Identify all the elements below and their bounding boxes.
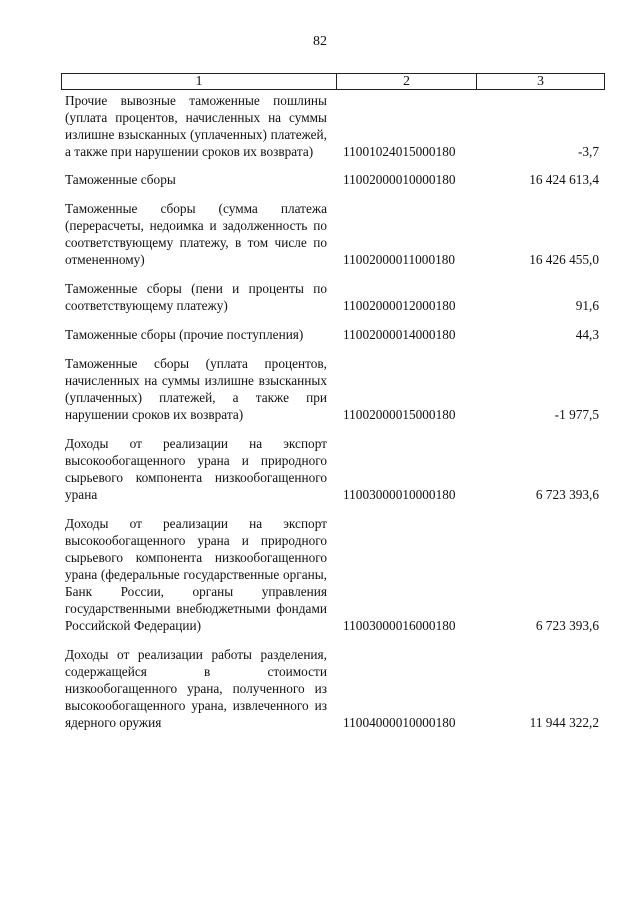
row-code: 11002000011000180 — [343, 252, 456, 267]
row-name: Прочие вывозные таможенные пошлины (уплата процентов, начисленных на суммы излишне взысканных (уплаченных) платежей, а также при нарушении сроков их возврата) — [65, 93, 327, 159]
row-value: -3,7 — [577, 144, 599, 159]
table-row — [0, 200, 640, 268]
row-code: 11002000014000180 — [343, 327, 456, 342]
row-value: 16 424 613,4 — [529, 172, 599, 187]
row-code: 11001024015000180 — [343, 144, 456, 159]
row-name: Доходы от реализации работы разделения, содержащейся в стоимости низкообогащенного урана, полученного из высокообогащенного урана, извлеченного из ядерного оружия — [65, 647, 327, 730]
column-header-3: 3 — [537, 74, 544, 89]
column-header-2: 2 — [337, 74, 477, 89]
table-row — [0, 355, 640, 423]
row-code: 11004000010000180 — [343, 715, 456, 730]
row-value: 16 426 455,0 — [529, 252, 599, 267]
column-header-1: 1 — [62, 74, 337, 89]
table-row — [0, 171, 640, 188]
row-value: 91,6 — [575, 298, 599, 313]
row-value: -1 977,5 — [554, 407, 599, 422]
table-row — [0, 326, 640, 343]
row-name: Доходы от реализации на экспорт высокообогащенного урана и природного сырьевого компонента низкообогащенного урана — [65, 436, 327, 502]
row-name: Таможенные сборы (пени и проценты по соответствующему платежу) — [65, 281, 327, 313]
table-header — [61, 73, 605, 90]
row-value: 11 944 322,2 — [529, 715, 599, 730]
row-value: 44,3 — [575, 327, 599, 342]
table-row — [0, 280, 640, 314]
row-code: 11002000015000180 — [343, 407, 456, 422]
row-code: 11003000016000180 — [343, 618, 456, 633]
page-number: 82 — [313, 34, 327, 49]
row-code: 11003000010000180 — [343, 487, 456, 502]
table-row — [0, 92, 640, 160]
row-value: 6 723 393,6 — [535, 618, 599, 633]
row-code: 11002000012000180 — [343, 298, 456, 313]
row-name: Таможенные сборы — [65, 172, 176, 187]
row-name: Таможенные сборы (прочие поступления) — [65, 327, 304, 342]
table-body — [0, 92, 640, 731]
row-value: 6 723 393,6 — [535, 487, 599, 502]
row-code: 11002000010000180 — [343, 172, 456, 187]
row-name: Доходы от реализации на экспорт высокообогащенного урана и природного сырьевого компонента низкообогащенного урана (федеральные государственные органы, Банк России, органы управления государственными внебюджетными фондами Российской Федерации) — [65, 516, 327, 633]
table-row — [0, 515, 640, 634]
table-row — [0, 435, 640, 503]
table-row — [0, 646, 640, 731]
row-name: Таможенные сборы (сумма платежа (перерасчеты, недоимка и задолженность по соответствующему платежу, в том числе по отмененному) — [65, 201, 327, 267]
row-name: Таможенные сборы (уплата процентов, начисленных на суммы излишне взысканных (уплаченных) платежей, а также при нарушении сроков их возврата) — [65, 356, 327, 422]
